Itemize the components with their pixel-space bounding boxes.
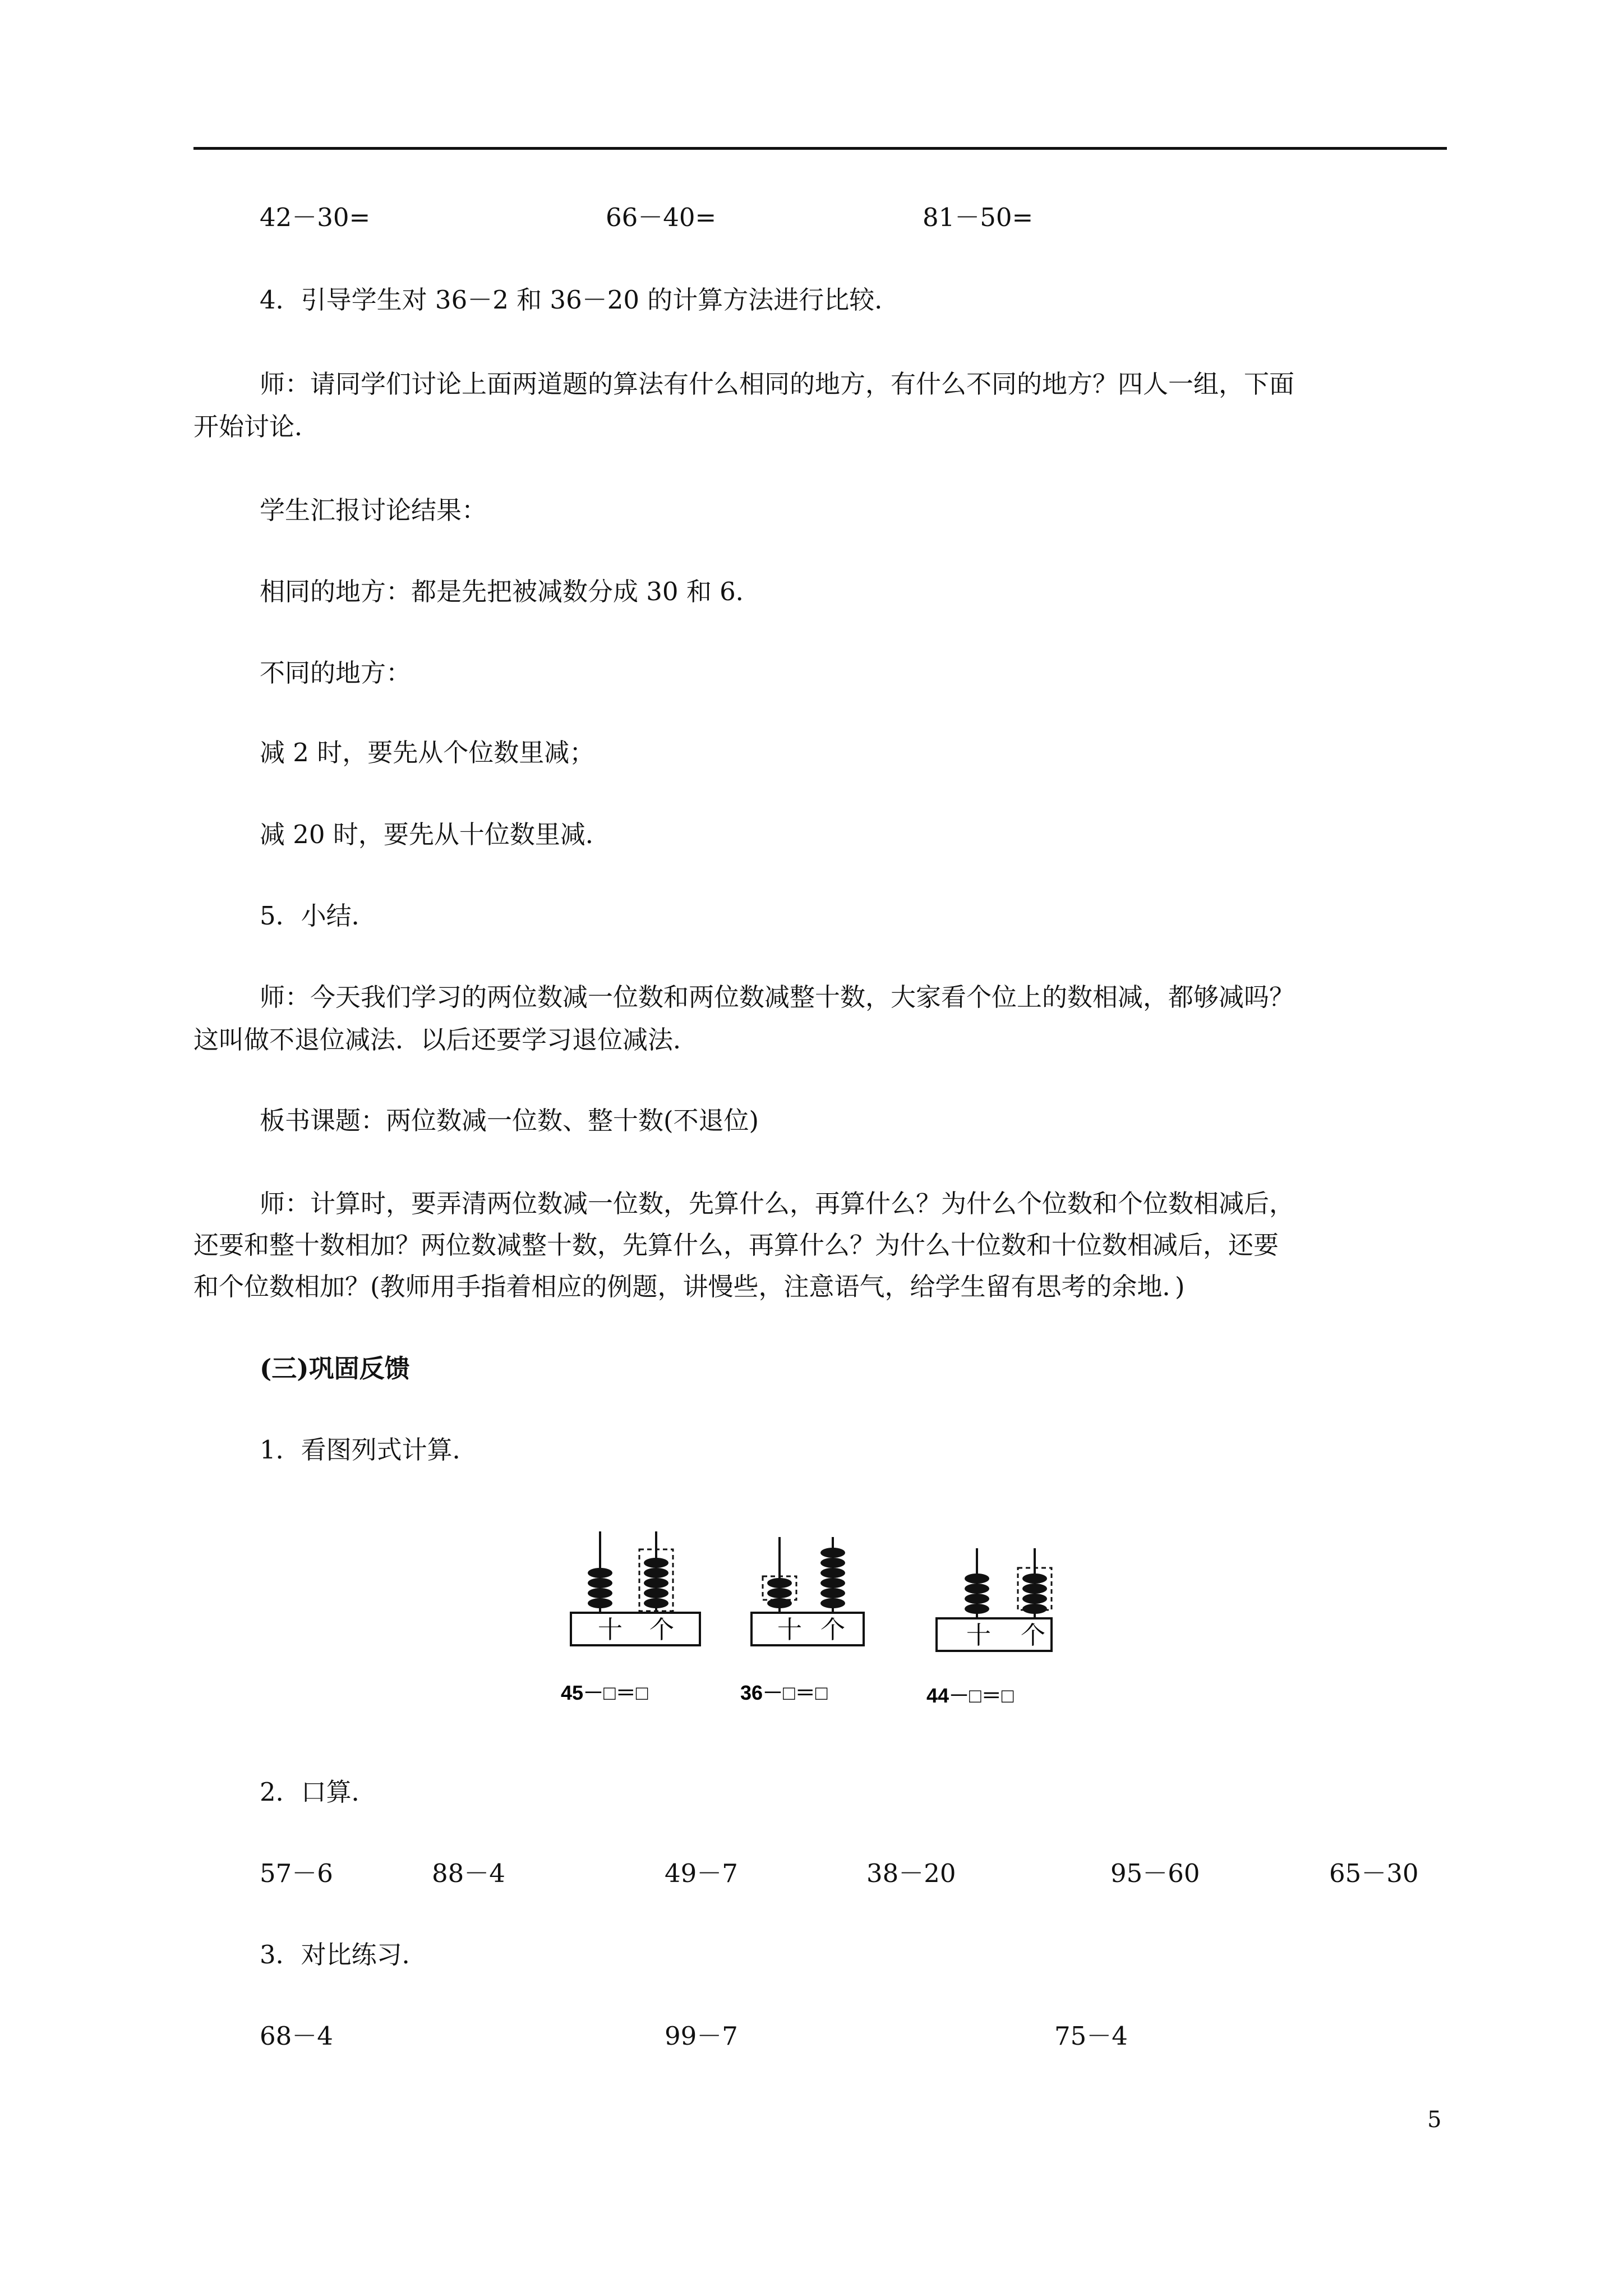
expr-3: 81－50= bbox=[923, 203, 1034, 232]
board-title: 板书课题：两位数减一位数、整十数(不退位) bbox=[260, 1106, 759, 1135]
same-points: 相同的地方：都是先把被减数分成 30 和 6． bbox=[260, 577, 761, 606]
teacher-remark-1-line-2: 开始讨论． bbox=[193, 412, 320, 441]
exercise-2: 2．口算． bbox=[260, 1777, 377, 1807]
teacher-remark-3-line-2: 还要和整十数相加？两位数减整十数，先算什么，再算什么？为什么十位数和十位数相减后，还要 bbox=[193, 1230, 1279, 1260]
equation-2: 36－□＝□ bbox=[740, 1681, 828, 1704]
compare-2: 99－7 bbox=[665, 2021, 738, 2051]
ones-label-2: 个 bbox=[820, 1616, 845, 1644]
item-4: 4．引导学生对 36－2 和 36－20 的计算方法进行比较． bbox=[260, 285, 900, 315]
ones-label-3: 个 bbox=[1021, 1621, 1045, 1650]
teacher-remark-3-line-1: 师：计算时，要弄清两位数减一位数，先算什么，再算什么？为什么个位数和个位数相减后， bbox=[260, 1189, 1295, 1218]
different-points: 不同的地方： bbox=[260, 658, 412, 688]
teacher-remark-2-line-1: 师：今天我们学习的两位数减一位数和两位数减整十数，大家看个位上的数相减，都够减吗？ bbox=[260, 982, 1295, 1012]
expr-1: 42－30= bbox=[260, 203, 371, 232]
section-heading: (三)巩固反馈 bbox=[260, 1354, 410, 1383]
tens-label-2: 十 bbox=[777, 1616, 802, 1644]
teacher-remark-2-line-2: 这叫做不退位减法．以后还要学习退位减法． bbox=[193, 1025, 699, 1055]
tens-label-1: 十 bbox=[598, 1616, 623, 1644]
oral-2: 88－4 bbox=[432, 1858, 505, 1888]
oral-1: 57－6 bbox=[260, 1858, 333, 1888]
abacus-2 bbox=[740, 1537, 864, 1704]
abacus-3 bbox=[926, 1548, 1052, 1707]
page-number: 5 bbox=[1427, 2107, 1442, 2133]
compare-1: 68－4 bbox=[260, 2021, 333, 2051]
abacus-figure bbox=[550, 1515, 1088, 1717]
exercise-1: 1．看图列式计算． bbox=[260, 1435, 478, 1465]
teacher-remark-1-line-1: 师：请同学们讨论上面两道题的算法有什么相同的地方，有什么不同的地方？四人一组，下面 bbox=[260, 369, 1295, 399]
oral-3: 49－7 bbox=[665, 1858, 738, 1888]
minus-2-note: 减 2 时，要先从个位数里减； bbox=[260, 738, 595, 767]
expr-2: 66－40= bbox=[606, 203, 717, 232]
abacus-1 bbox=[561, 1531, 700, 1704]
compare-3: 75－4 bbox=[1054, 2021, 1128, 2051]
oral-6: 65－30 bbox=[1329, 1858, 1419, 1888]
item-5: 5．小结． bbox=[260, 901, 377, 931]
equation-3: 44－□＝□ bbox=[926, 1684, 1014, 1707]
student-report: 学生汇报讨论结果： bbox=[260, 495, 487, 525]
exercise-3: 3．对比练习． bbox=[260, 1940, 427, 1970]
oral-5: 95－60 bbox=[1110, 1858, 1200, 1888]
ones-label-1: 个 bbox=[649, 1616, 674, 1644]
tens-label-3: 十 bbox=[966, 1621, 991, 1650]
header-rule bbox=[193, 147, 1447, 150]
teacher-remark-3-line-3: 和个位数相加？(教师用手指着相应的例题，讲慢些，注意语气，给学生留有思考的余地．) bbox=[193, 1272, 1185, 1301]
equation-1: 45－□＝□ bbox=[561, 1681, 648, 1704]
oral-4: 38－20 bbox=[866, 1858, 956, 1888]
minus-20-note: 减 20 时，要先从十位数里减． bbox=[260, 820, 611, 849]
